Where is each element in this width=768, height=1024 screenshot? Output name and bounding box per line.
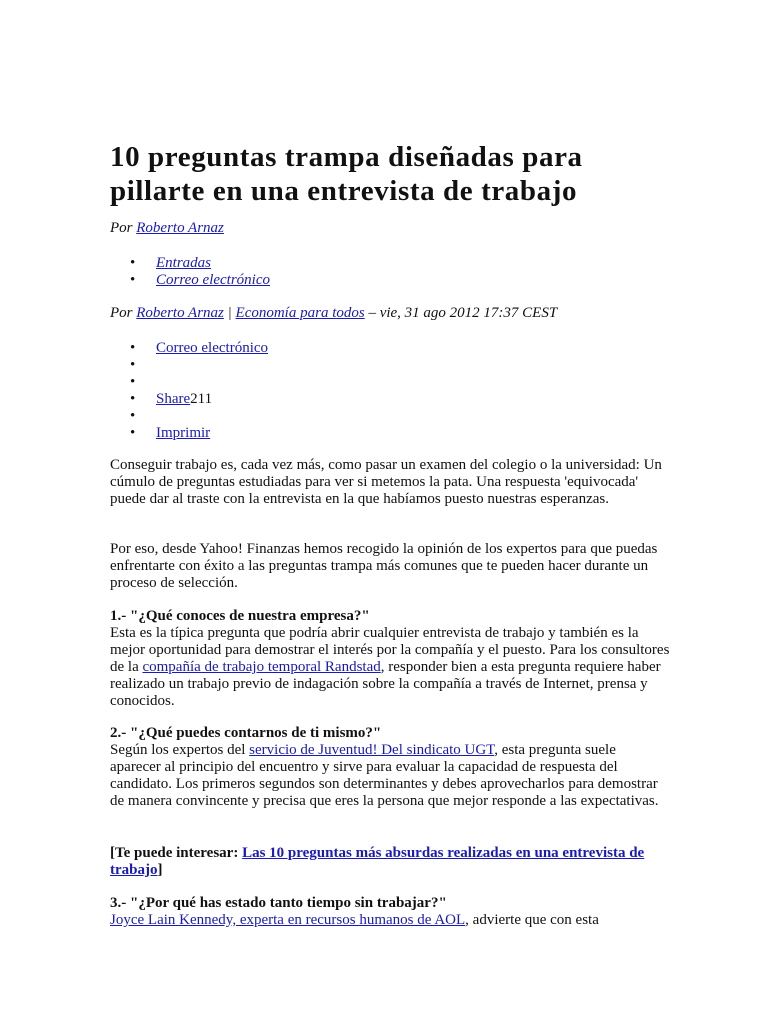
question-1 xyxy=(110,608,670,710)
randstad-link[interactable]: compañía de trabajo temporal Randstad xyxy=(142,659,381,675)
list-item xyxy=(110,357,268,374)
related-close: ] xyxy=(157,862,163,878)
bullet: • xyxy=(130,425,136,441)
by-prefix: Por xyxy=(110,305,137,321)
bullet: • xyxy=(130,391,136,407)
nav-links-list xyxy=(110,255,270,289)
email-link-italic[interactable]: Correo electrónico xyxy=(156,272,271,288)
question-1-heading: 1.- "¿Qué conoces de nuestra empresa?" xyxy=(110,608,370,624)
question-3 xyxy=(110,895,670,929)
aol-expert-link[interactable]: Joyce Lain Kennedy, experta en recursos humanos de AOL xyxy=(110,912,466,928)
bullet: • xyxy=(130,272,136,288)
bullet: • xyxy=(130,255,136,271)
question-2 xyxy=(110,725,670,810)
entradas-link[interactable]: Entradas xyxy=(156,255,212,271)
intro-paragraph-1: Conseguir trabajo es, cada vez más, como pasar un examen del colegio o la universidad: Un cúmulo de preguntas estudiadas para ver si metemos la pata. Una respuesta 'equivocada' puede dar al traste con la entrevista en la que habíamos puesto nuestras esperanzas. xyxy=(110,457,662,507)
related-link-text: Las 10 preguntas más absurdas realizadas en una entrevista de trabajo xyxy=(110,845,645,878)
list-item xyxy=(110,255,270,272)
share-count: 211 xyxy=(190,391,213,407)
byline-short xyxy=(110,220,224,237)
intro-paragraph-2: Por eso, desde Yahoo! Finanzas hemos recogido la opinión de los expertos para que puedas enfrentarte con éxito a las preguntas trampa más comunes que te pueden hacer durante un proceso de selección. xyxy=(110,541,658,591)
list-item xyxy=(110,340,268,357)
share-list xyxy=(110,340,268,442)
question-2-text-b: , esta pregunta suele aparecer al principio del encuentro y sirve para evaluar la capacidad de respuesta del candidato. Los primeros segundos son determinantes y debes aprovecharlos para demostrar de manera convincente y precisa que eres la persona que mejor responde a las expectativas. xyxy=(110,742,659,809)
byline-full xyxy=(110,305,670,322)
question-3-text-b: , advierte que con esta xyxy=(465,912,599,928)
share-link[interactable]: Share xyxy=(156,391,191,407)
byline-separator: | xyxy=(223,305,236,321)
related-open: [Te puede interesar: xyxy=(110,845,243,861)
publish-date: – vie, 31 ago 2012 17:37 CEST xyxy=(364,305,558,321)
article-title: 10 preguntas trampa diseñadas para pillarte en una entrevista de trabajo xyxy=(110,141,583,207)
question-2-text-a: Según los expertos del xyxy=(110,742,250,758)
list-item xyxy=(110,391,268,408)
question-1-text-a: Esta es la típica pregunta que podría abrir cualquier entrevista de trabajo y también es la mejor oportunidad para demostrar el interés por la compañía y el puesto. Para los consultores de la xyxy=(110,625,670,675)
list-item xyxy=(110,408,268,425)
list-item xyxy=(110,272,270,289)
bullet: • xyxy=(130,408,136,424)
author-link[interactable]: Roberto Arnaz xyxy=(136,220,224,236)
related-article xyxy=(110,845,670,879)
question-3-heading: 3.- "¿Por qué has estado tanto tiempo sin trabajar?" xyxy=(110,895,447,911)
by-prefix: Por xyxy=(110,220,137,236)
print-link[interactable]: Imprimir xyxy=(156,425,211,441)
bullet: • xyxy=(130,374,136,390)
author-link-2[interactable]: Roberto Arnaz xyxy=(136,305,224,321)
list-item xyxy=(110,374,268,391)
question-1-text-b: , responder bien a esta pregunta requiere haber realizado un trabajo previo de indagación sobre la compañía a través de Internet, prensa y conocidos. xyxy=(110,659,661,709)
list-item xyxy=(110,425,268,442)
bullet: • xyxy=(130,340,136,356)
ugt-link[interactable]: servicio de Juventud! Del sindicato UGT xyxy=(249,742,495,758)
section-link[interactable]: Economía para todos xyxy=(235,305,365,321)
question-2-heading: 2.- "¿Qué puedes contarnos de ti mismo?" xyxy=(110,725,382,741)
bullet: • xyxy=(130,357,136,373)
email-share-link[interactable]: Correo electrónico xyxy=(156,340,269,356)
